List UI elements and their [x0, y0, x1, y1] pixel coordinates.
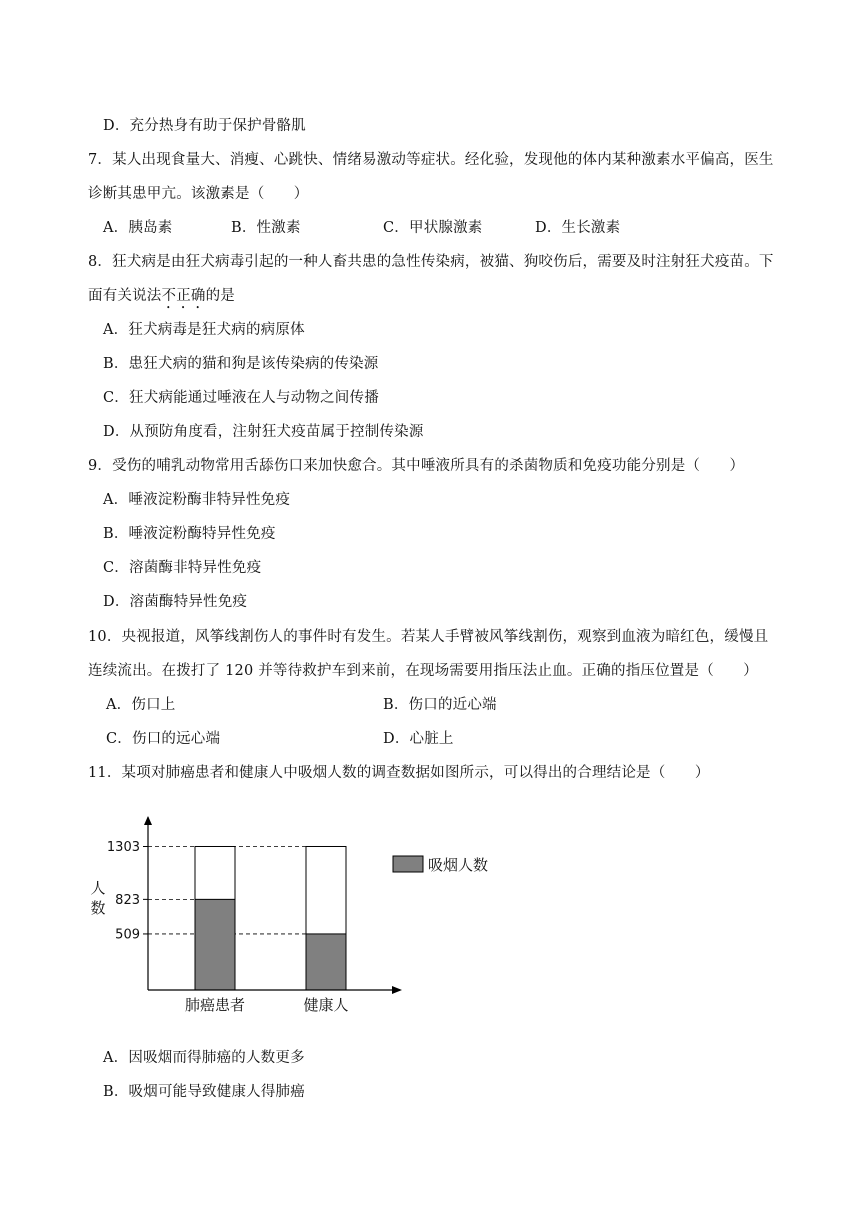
q7-option-c: C．甲状腺激素: [383, 220, 483, 236]
q11-stem: 11．某项对肺癌患者和健康人中吸烟人数的调查数据如图所示，可以得出的合理结论是（ ）: [88, 765, 710, 781]
q7-option-d: D．生长激素: [535, 220, 621, 236]
q8-stem-line1: 8．狂犬病是由狂犬病毒引起的一种人畜共患的急性传染病，被猫、狗咬伤后，需要及时注射狂犬疫苗。下: [88, 254, 774, 270]
q10-option-a: A．伤口上: [106, 697, 176, 713]
q10-stem-line2: 连续流出。在拨打了 120 并等待救护车到来前，在现场需要用指压法止血。正确的指压位置是（ ）: [88, 663, 758, 679]
q8-stem-line2: [88, 284, 235, 312]
q8-option-c: C．狂犬病能通过唾液在人与动物之间传播: [103, 390, 379, 406]
q8-option-b: B．患狂犬病的猫和狗是该传染病的传染源: [103, 356, 379, 372]
x-axis-arrow: [392, 986, 402, 994]
q11-option-b: B．吸烟可能导致健康人得肺癌: [103, 1084, 305, 1100]
q10-option-b: B．伤口的近心端: [383, 697, 497, 713]
q8-option-d: D．从预防角度看，注射狂犬疫苗属于控制传染源: [103, 424, 424, 440]
y-tick-label: 1303: [106, 839, 140, 855]
y-axis-label: 数: [90, 899, 106, 917]
y-axis-arrow: [144, 816, 152, 825]
q8-option-a: A．狂犬病毒是狂犬病的病原体: [103, 322, 305, 338]
q7-stem-line1: 7．某人出现食量大、消瘦、心跳快、情绪易激动等症状。经化验，发现他的体内某种激素水平偏高，医生: [88, 152, 774, 168]
q9-option-a: A．唾液淀粉酶非特异性免疫: [103, 492, 291, 508]
q7-option-b: B．性激素: [231, 220, 301, 236]
q8-stem-post: 的是: [205, 288, 236, 304]
bar-smokers: [195, 899, 235, 990]
q10-option-d: D．心脏上: [383, 731, 454, 747]
q8-stem-emphasis: 不正确: [161, 288, 206, 304]
q9-stem: 9．受伤的哺乳动物常用舌舔伤口来加快愈合。其中唾液所具有的杀菌物质和免疫功能分别是（ ）: [88, 458, 745, 474]
smokers-bar-chart: [80, 815, 520, 1020]
y-tick-label: 509: [115, 927, 140, 943]
q9-option-b: B．唾液淀粉酶特异性免疫: [103, 526, 276, 542]
legend-label: 吸烟人数: [428, 856, 489, 874]
q8-stem-pre: 面有关说法: [88, 288, 162, 304]
legend-swatch: [393, 856, 423, 872]
y-axis-label: 人: [90, 879, 106, 897]
x-category-label: 肺癌患者: [184, 996, 246, 1014]
q9-option-d: D．溶菌酶特异性免疫: [103, 594, 248, 610]
q7-option-a: A．胰岛素: [103, 220, 173, 236]
q11-option-a: A．因吸烟而得肺癌的人数更多: [103, 1050, 305, 1066]
q7-stem-line2: 诊断其患甲亢。该激素是（ ）: [88, 186, 309, 202]
q9-option-c: C．溶菌酶非特异性免疫: [103, 560, 262, 576]
x-category-label: 健康人: [303, 996, 349, 1014]
y-tick-label: 823: [115, 892, 140, 908]
q6-option-d: D．充分热身有助于保护骨骼肌: [103, 118, 306, 134]
bar-smokers: [306, 934, 346, 990]
q10-option-c: C．伤口的远心端: [106, 731, 221, 747]
q10-stem-line1: 10．央视报道，风筝线割伤人的事件时有发生。若某人手臂被风筝线割伤，观察到血液为暗红色，缓慢且: [88, 629, 769, 645]
